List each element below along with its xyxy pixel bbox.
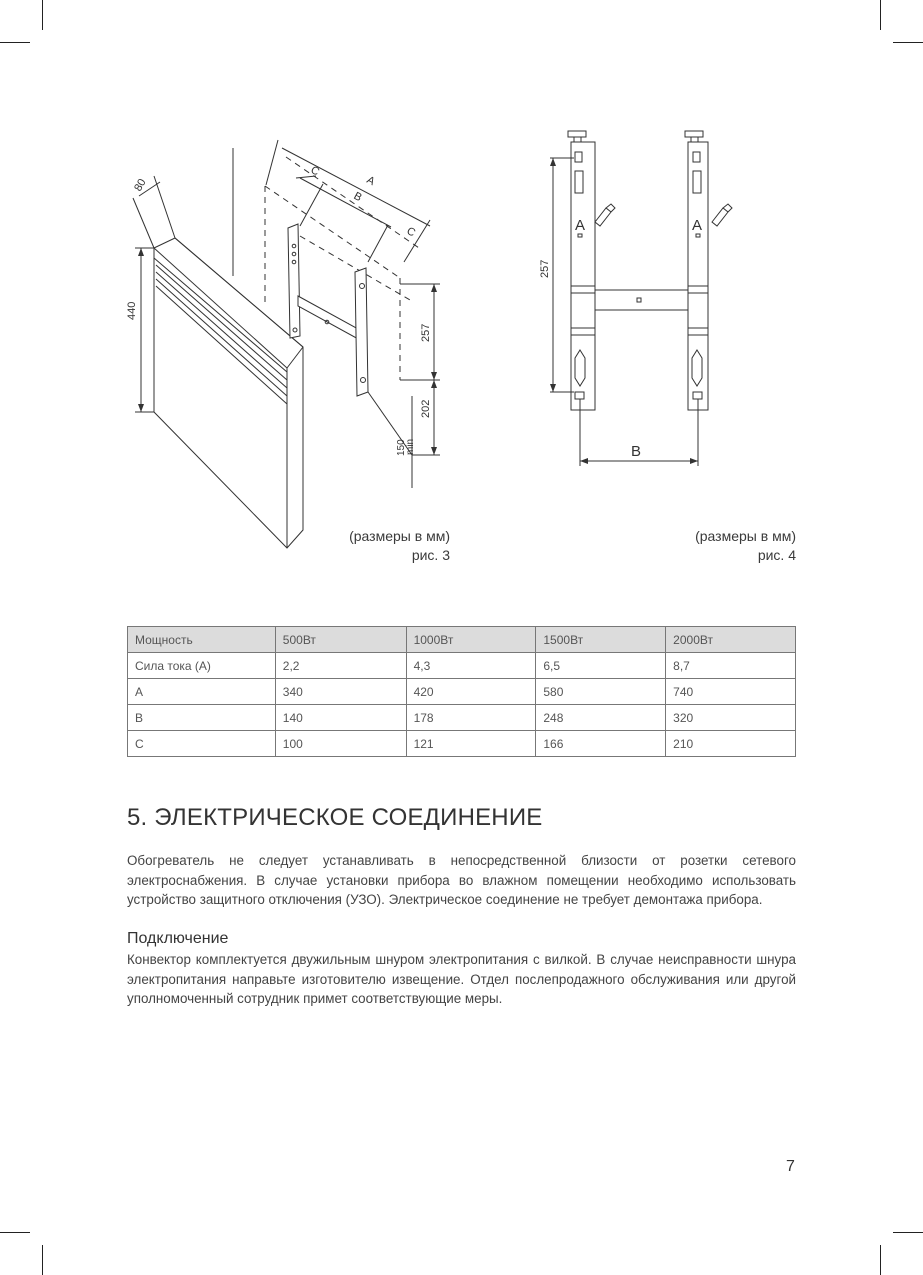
fig4-label-a-right: A xyxy=(692,217,703,234)
figure-3-caption-units: (размеры в мм) xyxy=(349,528,450,544)
paragraph-connection: Конвектор комплектуется двужильным шнуром электропитания с вилкой. В случае неисправности шнура электропитания направьте изготовителю извещение. Отдел послепродажного обслуживания или другой уполномоченный сотрудник примет соответствующие меры. xyxy=(127,952,796,1006)
fig3-dim-spacing: 257 xyxy=(420,323,432,342)
fig4-dim-width: B xyxy=(631,443,642,460)
table-cell: 340 xyxy=(275,679,406,705)
figure-3-caption-label: рис. 3 xyxy=(411,547,450,563)
page-number: 7 xyxy=(786,1158,795,1175)
fig3-dim-a: A xyxy=(364,174,377,189)
fig4-label-a-left: A xyxy=(575,217,586,234)
fig3-dim-c1: C xyxy=(308,164,322,179)
table-cell: 6,5 xyxy=(536,653,666,679)
fig3-dim-min-value: 150 xyxy=(396,439,407,456)
subheading-connection: Подключение xyxy=(127,930,229,947)
table-cell: 740 xyxy=(666,679,796,705)
figure-3-caption xyxy=(300,527,450,565)
fig3-dim-bottom: 202 xyxy=(420,399,432,418)
table-cell: 420 xyxy=(406,679,536,705)
table-cell: 2000Вт xyxy=(666,627,796,653)
table-cell: Сила тока (А) xyxy=(128,653,276,679)
table-row xyxy=(128,731,796,757)
table-cell: 500Вт xyxy=(275,627,406,653)
table-cell: 178 xyxy=(406,705,536,731)
paragraph-safety: Обогреватель не следует устанавливать в непосредственной близости от розетки сетевого электроснабжения. В случае установки прибора во влажном помещении необходимо использовать устройство защитного отключения (УЗО). Электрическое соединение не требует демонтажа прибора. xyxy=(127,853,796,907)
table-cell: 166 xyxy=(536,731,666,757)
table-cell: 121 xyxy=(406,731,536,757)
table-row xyxy=(128,653,796,679)
table-cell: 580 xyxy=(536,679,666,705)
table-cell: 100 xyxy=(275,731,406,757)
figure-4-caption-label: рис. 4 xyxy=(757,547,796,563)
table-cell: 1500Вт xyxy=(536,627,666,653)
table-cell: B xyxy=(128,705,276,731)
fig3-dim-b: B xyxy=(351,190,364,205)
fig3-dim-height: 440 xyxy=(126,301,138,320)
table-header-row xyxy=(128,627,796,653)
table-cell: 210 xyxy=(666,731,796,757)
table-cell: 248 xyxy=(536,705,666,731)
figure-4-caption xyxy=(646,527,796,565)
fig3-dim-c2: C xyxy=(404,225,418,240)
table-cell: 320 xyxy=(666,705,796,731)
table-cell: 140 xyxy=(275,705,406,731)
table-cell: 1000Вт xyxy=(406,627,536,653)
table-cell: 2,2 xyxy=(275,653,406,679)
table-cell: C xyxy=(128,731,276,757)
section-title: 5. ЭЛЕКТРИЧЕСКОЕ СОЕДИНЕНИЕ xyxy=(127,804,543,831)
table-cell: Мощность xyxy=(128,627,276,653)
figure-4-caption-units: (размеры в мм) xyxy=(695,528,796,544)
table-row xyxy=(128,679,796,705)
fig3-dim-min-label: min xyxy=(405,438,416,455)
specs-table xyxy=(127,626,796,757)
table-cell: 8,7 xyxy=(666,653,796,679)
table-row xyxy=(128,705,796,731)
table-cell: A xyxy=(128,679,276,705)
fig3-dim-depth: 80 xyxy=(132,176,149,194)
fig4-dim-height: 257 xyxy=(539,259,551,278)
table-cell: 4,3 xyxy=(406,653,536,679)
